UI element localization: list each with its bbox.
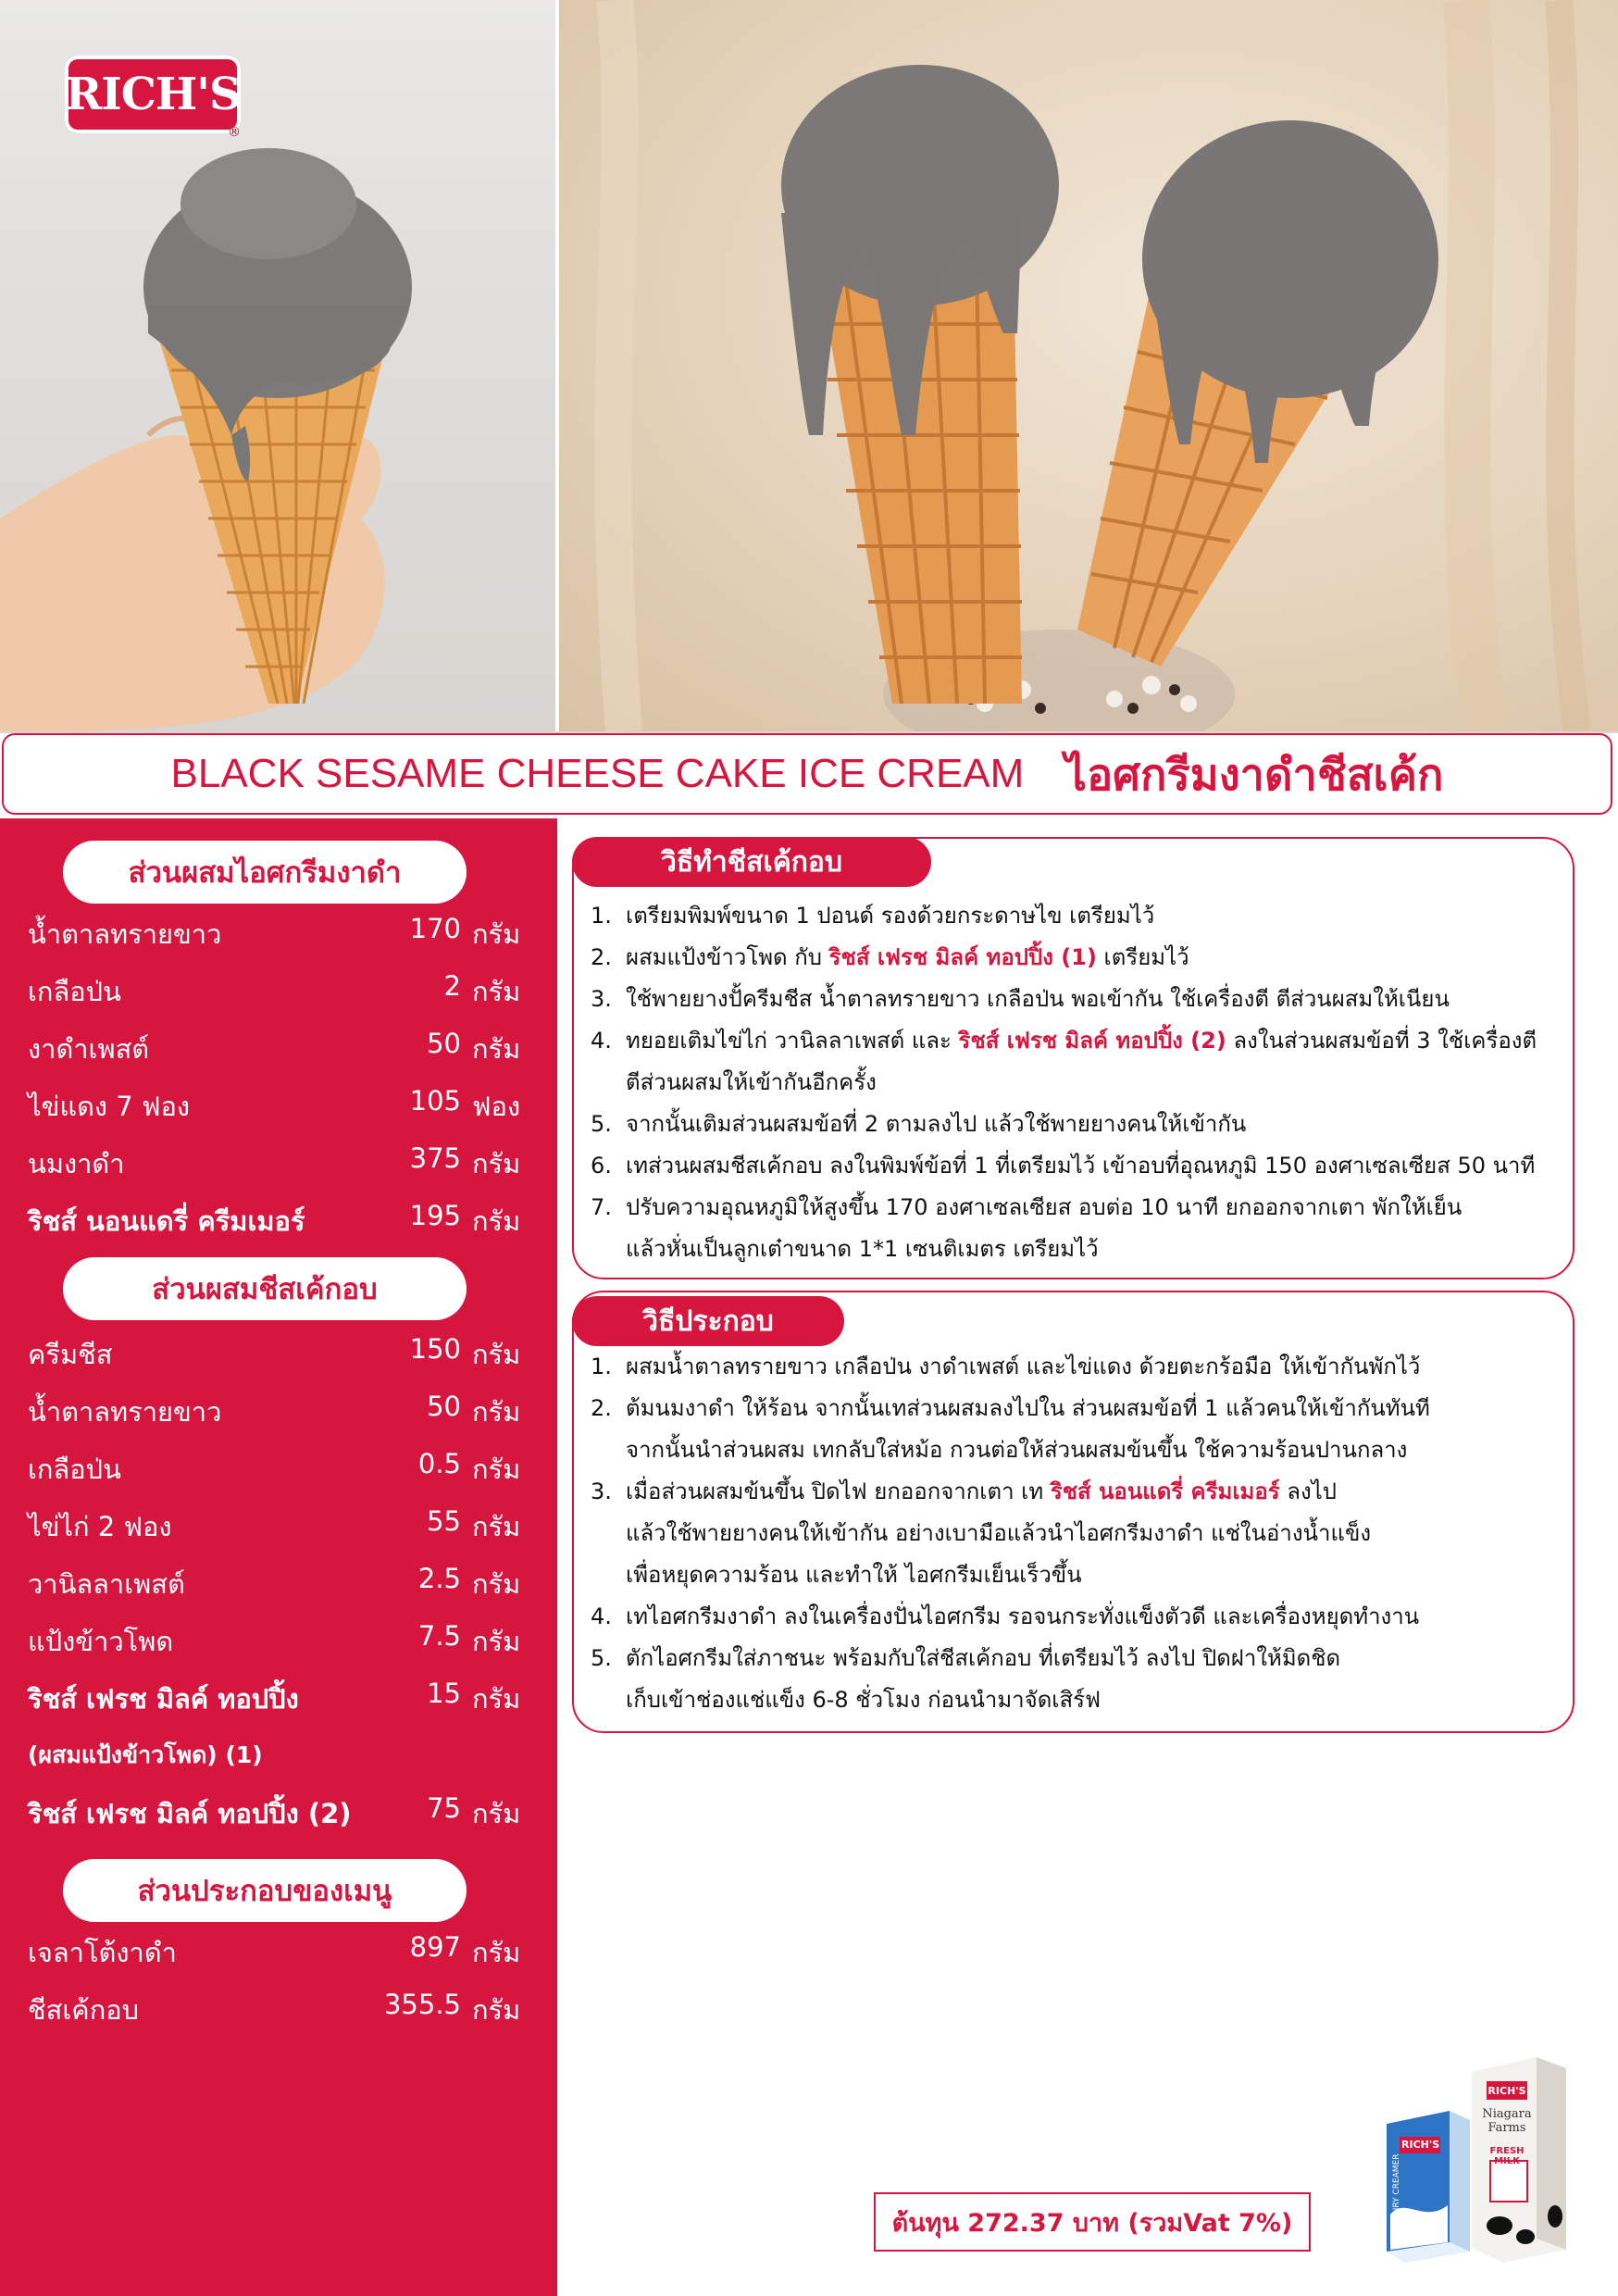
ingredient-row: งาดำเพสต์ 50 กรัม <box>28 1028 521 1065</box>
ingredient-row: ไข่ไก่ 2 ฟอง 55 กรัม <box>28 1505 521 1542</box>
ingredient-row: ริชส์ นอนแดรี่ ครีมเมอร์ 195 กรัม <box>28 1200 521 1237</box>
hero-photo-two-cones <box>559 0 1618 731</box>
cost-label: ต้นทุน 272.37 บาท (รวมVat 7%) <box>874 2192 1311 2252</box>
ingredient-row: เจลาโต้งาดำ 897 กรัม <box>28 1931 521 1968</box>
ingredient-row: น้ำตาลทรายขาว 50 กรัม <box>28 1391 521 1428</box>
ingredient-row: ครีมชีส 150 กรัม <box>28 1333 521 1370</box>
ingredient-row: เกลือป่น 0.5 กรัม <box>28 1448 521 1485</box>
hero-photo-hand-cone <box>0 0 555 731</box>
ice-cream-ingredients-heading: ส่วนผสมไอศกรีมงาดำ <box>63 841 467 904</box>
milk-box-name: Niagara Farms <box>1482 2107 1532 2135</box>
milk-box-label: FRESH MILK <box>1489 2146 1525 2166</box>
registered-mark: ® <box>228 125 241 140</box>
fresh-milk-product-box <box>1466 2050 1570 2265</box>
ingredient-row: ริชส์ เฟรช มิลค์ ทอปปิ้ง 15 กรัม <box>28 1678 521 1715</box>
creamer-box-side-text: NON-DAIRY CREAMER <box>1392 2153 1401 2244</box>
ingredient-row: นมงาดำ 375 กรัม <box>28 1142 521 1179</box>
ingredient-row: ไข่แดง 7 ฟอง 105 ฟอง <box>28 1085 521 1122</box>
ingredient-row: เกลือป่น 2 กรัม <box>28 970 521 1007</box>
menu-components-heading: ส่วนประกอบของเมนู <box>63 1859 467 1922</box>
recipe-title-thai: ไอศกรีมงาดำชีสเค้ก <box>1064 749 1444 801</box>
recipe-title-box <box>2 733 1612 815</box>
two-cones-illustration <box>559 0 1618 731</box>
milk-box-brand: RICH'S <box>1487 2085 1526 2097</box>
cheesecake-method-heading: วิธีทำชีสเค้กอบ <box>572 837 931 887</box>
ingredient-row: แป้งข้าวโพด 7.5 กรัม <box>28 1620 521 1657</box>
creamer-product-box <box>1377 2103 1474 2263</box>
ingredients-panel <box>0 818 557 2296</box>
assembly-method-heading: วิธีประกอบ <box>572 1296 844 1346</box>
ingredient-row-note: (ผสมแป้งข้าวโพด) (1) <box>28 1741 263 1768</box>
ingredient-row: วานิลลาเพสต์ 2.5 กรัม <box>28 1563 521 1600</box>
ingredient-row: ชีสเค้กอบ 355.5 กรัม <box>28 1989 521 2026</box>
ingredient-row: ริชส์ เฟรช มิลค์ ทอปปิ้ง (2) 75 กรัม <box>28 1792 521 1829</box>
recipe-title-english: BLACK SESAME CHEESE CAKE ICE CREAM <box>170 751 1025 796</box>
creamer-box-brand: RICH'S <box>1401 2139 1440 2151</box>
brand-logo: RICH'S <box>65 56 241 133</box>
cheesecake-ingredients-heading: ส่วนผสมชีสเค้กอบ <box>63 1257 467 1320</box>
ingredient-row: น้ำตาลทรายขาว 170 กรัม <box>28 913 521 950</box>
